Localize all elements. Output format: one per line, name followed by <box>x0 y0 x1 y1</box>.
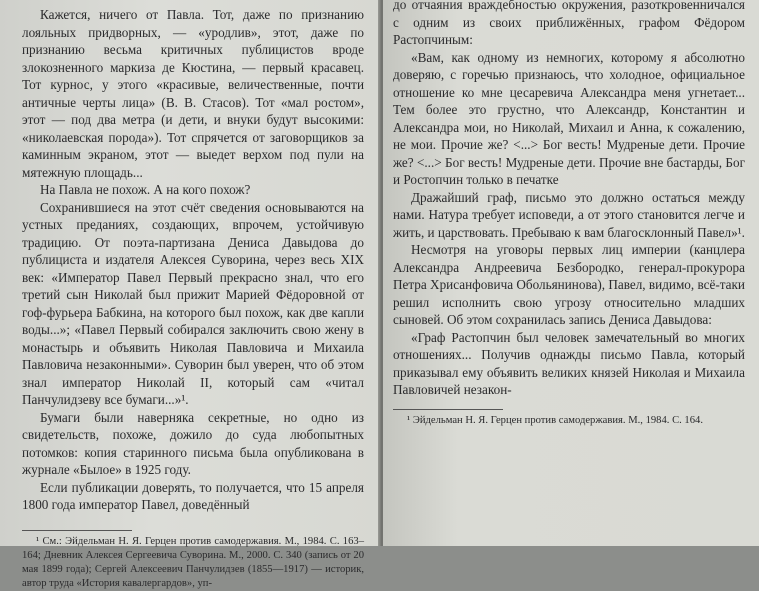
footnote-divider <box>393 409 503 410</box>
right-page <box>383 0 759 546</box>
left-paragraph-3: Сохранившиеся на этот счёт сведения основываются на устных преданиях, создающих, впрочем, устойчивую традицию. От поэта-партизана Дениса Давыдова до публициста и издателя Алексея Суворина, через весь XIX век: «Император Павел Первый прекрасно знал, что его третий сын Николай был прижит Марией Фёдоровной от гоф-фурьера Бабкина, на которого был похож, как две капли воды...»; «Павел Первый собирался заключить свою жену в монастырь и объявить Николая Павловича и Михаила Павловича незаконными». Суворин был уверен, что об этом знал император Николай II, который сам «читал Панчулидзеву все бумаги...»¹. <box>22 199 364 407</box>
right-paragraph-2: «Вам, как одному из немногих, которому я абсолютно доверяю, с горечью признаюсь, что холодное, официальное отношение ко мне цесаревича Александра меня угнетает... Тем более это грустно, что Александр, Константин и Александра мои, но Николай, Михаил и Анна, к сожалению, не мои. Прочие же? <...> Бог весть! Мудреные дети. Прочие же? <...> Бог весть! Мудреные дети. Прочие вне бастарды, Бог и Ростопчин только в печатке <box>393 49 745 187</box>
footnote-divider <box>22 530 132 531</box>
left-paragraph-2: На Павла не похож. А на кого похож? <box>40 182 251 197</box>
left-paragraph-1: Кажется, ничего от Павла. Тот, даже по признанию лояльных придворных, — «уродлив», этот, даже по признанию весьма критичных публицистов вроде злокозненного маркиза де Кюстина, — первый красавец. Тот курнос, у этого «красивые, величественные, почти античные черты лица» (В. В. Стасов). Тот «мал ростом», этот — под два метра (и дети, и внуки будут высокими: «николаевская порода»). Тот спрячется от заговорщиков за каминным экраном, этот — выедет верхом под пули на мятежную площадь... <box>22 7 364 180</box>
left-paragraph-4: Бумаги были наверняка секретные, но одно из свидетельств, похоже, дожило до суда любопытных потомков: копия старинного письма была опубликована в журнале «Былое» в 1925 году. <box>22 409 364 477</box>
right-paragraph-5: «Граф Растопчин был человек замечательный во многих отношениях... Получив однажды письмо Павла, который приказывал ему объявить великих князей Николая и Михаила Павловичей незакон- <box>393 329 745 397</box>
right-paragraph-3: Дражайший граф, письмо это должно остаться между нами. Натура требует исповеди, а от этого становится легче и жить, и царствовать. Пребываю к вам благосклонный Павел»¹. <box>393 189 745 240</box>
left-page-column <box>22 6 364 591</box>
left-paragraph-5: Если публикации доверять, то получается, что 15 апреля 1800 года император Павел, доведённый <box>22 479 364 512</box>
right-paragraph-1: до отчаяния враждебностью окружения, разоткровенничался с одним из своих приближённых, графом Фёдором Растопчиным: <box>393 0 745 47</box>
left-footnote: ¹ См.: Эйдельман Н. Я. Герцен против самодержавия. М., 1984. С. 163–164; Дневник Алексея Сергеевича Суворина. М., 2000. С. 340 (запись от 20 мая 1899 года); Сергей Алексеевич Панчулидзев (1855—1917) — историк, автор труда «История кавалергардов», уп- <box>22 535 364 589</box>
right-footnote: ¹ Эйдельман Н. Я. Герцен против самодержавия. М., 1984. С. 164. <box>407 414 703 426</box>
right-paragraph-4: Несмотря на уговоры первых лиц империи (канцлера Александра Андреевича Безбородко, генерал-прокурора Петра Хрисанфовича Обольянинова), Павел, видимо, всё-таки решил исполнить свою угрозу относительно младших сыновей. Об этом сохранилась запись Дениса Давыдова: <box>393 242 745 327</box>
right-page-column <box>393 0 745 428</box>
